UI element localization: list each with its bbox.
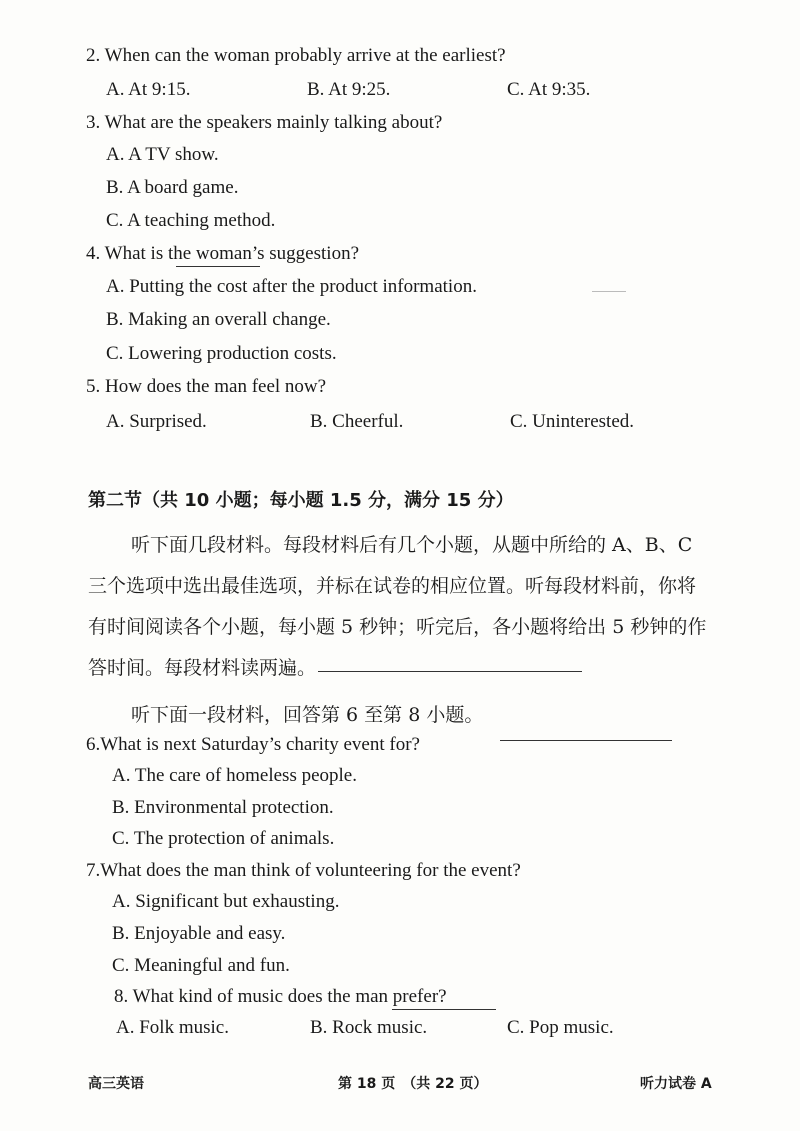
instruction-line-4: 答时间。每段材料读两遍。 bbox=[88, 657, 317, 679]
question-5-option-c: C. Uninterested. bbox=[510, 411, 635, 432]
question-3-option-b: B. A board game. bbox=[106, 177, 239, 198]
handwritten-line bbox=[318, 671, 582, 672]
footer-page-number: 第 18 页 （共 22 页） bbox=[338, 1076, 488, 1092]
footer-paper-label: 听力试卷 A bbox=[640, 1076, 712, 1092]
question-3-option-a: A. A TV show. bbox=[106, 144, 219, 165]
question-5-option-b: B. Cheerful. bbox=[310, 411, 404, 432]
question-3-option-c: C. A teaching method. bbox=[106, 210, 276, 231]
handwritten-line bbox=[500, 740, 672, 741]
footer-subject: 高三英语 bbox=[88, 1076, 144, 1092]
question-6-option-b: B. Environmental protection. bbox=[112, 797, 334, 818]
instruction-line-3: 有时间阅读各个小题，每小题 5 秒钟；听完后，各小题将给出 5 秒钟的作 bbox=[88, 616, 707, 638]
question-6-option-c: C. The protection of animals. bbox=[112, 828, 335, 849]
question-8-option-a: A. Folk music. bbox=[116, 1017, 229, 1038]
question-2-option-b: B. At 9:25. bbox=[307, 79, 391, 100]
stray-pen-mark bbox=[592, 291, 626, 292]
question-4-option-c: C. Lowering production costs. bbox=[106, 343, 337, 364]
question-2-option-c: C. At 9:35. bbox=[507, 79, 591, 100]
question-7-stem: 7.What does the man think of volunteering for the event? bbox=[86, 860, 521, 881]
question-6-option-a: A. The care of homeless people. bbox=[112, 765, 357, 786]
question-7-option-c: C. Meaningful and fun. bbox=[112, 955, 290, 976]
handwritten-underline bbox=[176, 266, 260, 267]
question-4-option-b: B. Making an overall change. bbox=[106, 309, 331, 330]
question-7-option-b: B. Enjoyable and easy. bbox=[112, 923, 286, 944]
sub-instruction: 听下面一段材料，回答第 6 至第 8 小题。 bbox=[131, 704, 484, 726]
question-3-stem: 3. What are the speakers mainly talking about? bbox=[86, 112, 443, 133]
question-8-option-c: C. Pop music. bbox=[507, 1017, 614, 1038]
question-8-option-b: B. Rock music. bbox=[310, 1017, 428, 1038]
question-8-stem: 8. What kind of music does the man prefer? bbox=[114, 986, 447, 1007]
instruction-line-2: 三个选项中选出最佳选项，并标在试卷的相应位置。听每段材料前，你将 bbox=[88, 575, 697, 597]
question-6-stem: 6.What is next Saturday’s charity event for? bbox=[86, 734, 420, 755]
instruction-line-1: 听下面几段材料。每段材料后有几个小题，从题中所给的 A、B、C bbox=[131, 534, 693, 556]
question-2-stem: 2. When can the woman probably arrive at the earliest? bbox=[86, 45, 506, 66]
question-4-option-a: A. Putting the cost after the product information. bbox=[106, 276, 477, 297]
handwritten-underline bbox=[392, 1009, 496, 1010]
question-5-stem: 5. How does the man feel now? bbox=[86, 376, 327, 397]
question-2-option-a: A. At 9:15. bbox=[106, 79, 191, 100]
question-4-stem: 4. What is the woman’s suggestion? bbox=[86, 243, 360, 264]
section-2-heading: 第二节（共 10 小题；每小题 1.5 分，满分 15 分） bbox=[88, 490, 514, 511]
question-5-option-a: A. Surprised. bbox=[106, 411, 207, 432]
question-7-option-a: A. Significant but exhausting. bbox=[112, 891, 340, 912]
